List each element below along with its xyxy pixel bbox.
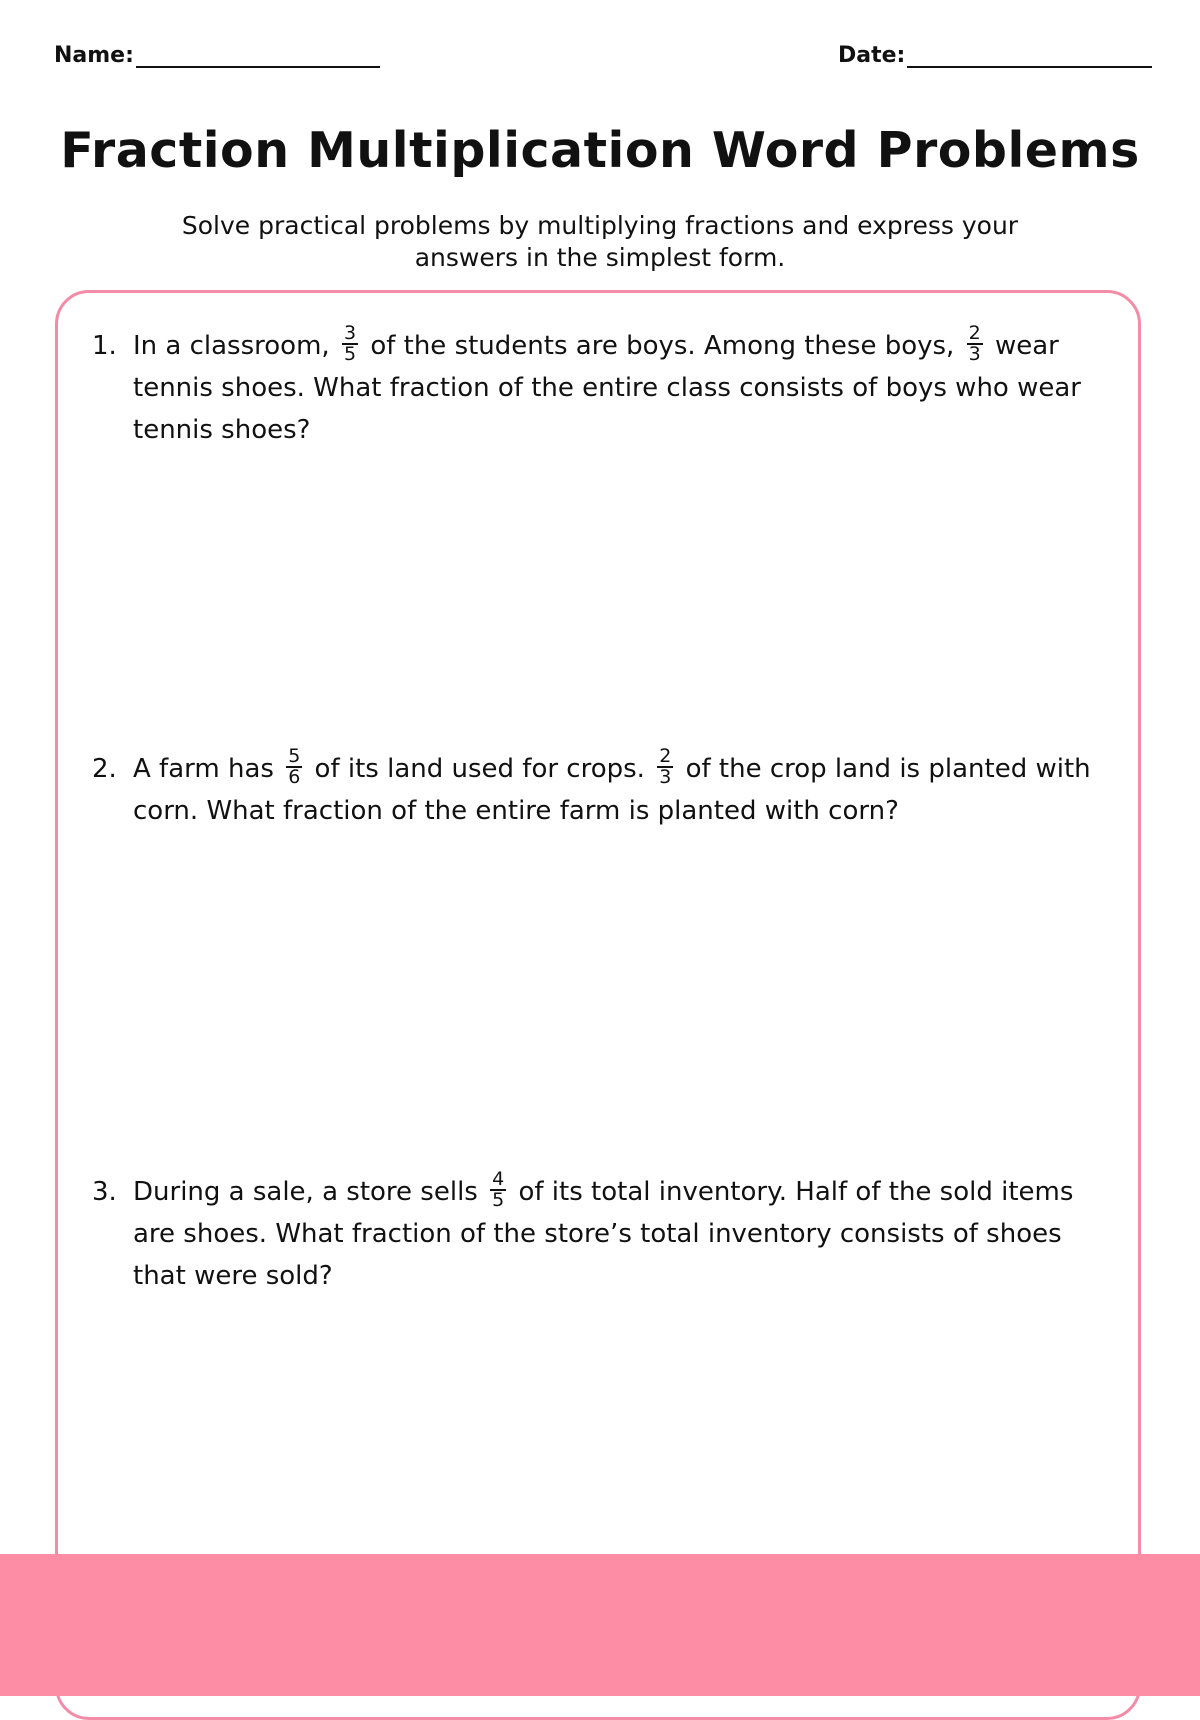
worksheet-instructions: Solve practical problems by multiplying fractions and express your answers in the simplest form. [181,211,1019,272]
name-label: Name: [54,43,134,68]
problem-number: 1. [92,331,117,361]
fraction: $\frac{2}{3}$ [659,744,672,788]
problem-text: A farm has $\frac{5}{6}$ of its land used for crops. $\frac{2}{3}$ of the crop land is planted with corn. What fraction of the entire farm is planted with corn? [133,744,1091,826]
name-field[interactable] [54,40,380,68]
date-blank-line[interactable] [907,40,1152,68]
fraction: $\frac{2}{3}$ [968,321,981,365]
problems-panel [55,290,1141,1720]
problem-text: During a sale, a store sells $\frac{4}{5}$ of its total inventory. Half of the sold items are shoes. What fraction of the store’s total inventory consists of shoes that were sold? [133,1167,1074,1291]
date-field[interactable] [838,40,1152,68]
problem-3 [92,1167,1112,1297]
fraction: $\frac{3}{5}$ [343,321,357,365]
fraction: $\frac{4}{5}$ [492,1167,505,1211]
fraction: $\frac{5}{6}$ [288,744,301,788]
footer-band [0,1554,1200,1696]
problem-number: 2. [92,754,117,784]
date-label: Date: [838,43,906,68]
problem-text: In a classroom, $\frac{3}{5}$ of the students are boys. Among these boys, $\frac{2}{3}$ wear tennis shoes. What fraction of the entire class consists of boys who wear tennis shoes? [133,321,1081,445]
problem-1 [92,321,1112,451]
worksheet-title: Fraction Multiplication Word Problems [60,122,1140,179]
problem-2 [92,744,1112,832]
name-blank-line[interactable] [136,40,380,68]
problem-number: 3. [92,1177,117,1207]
